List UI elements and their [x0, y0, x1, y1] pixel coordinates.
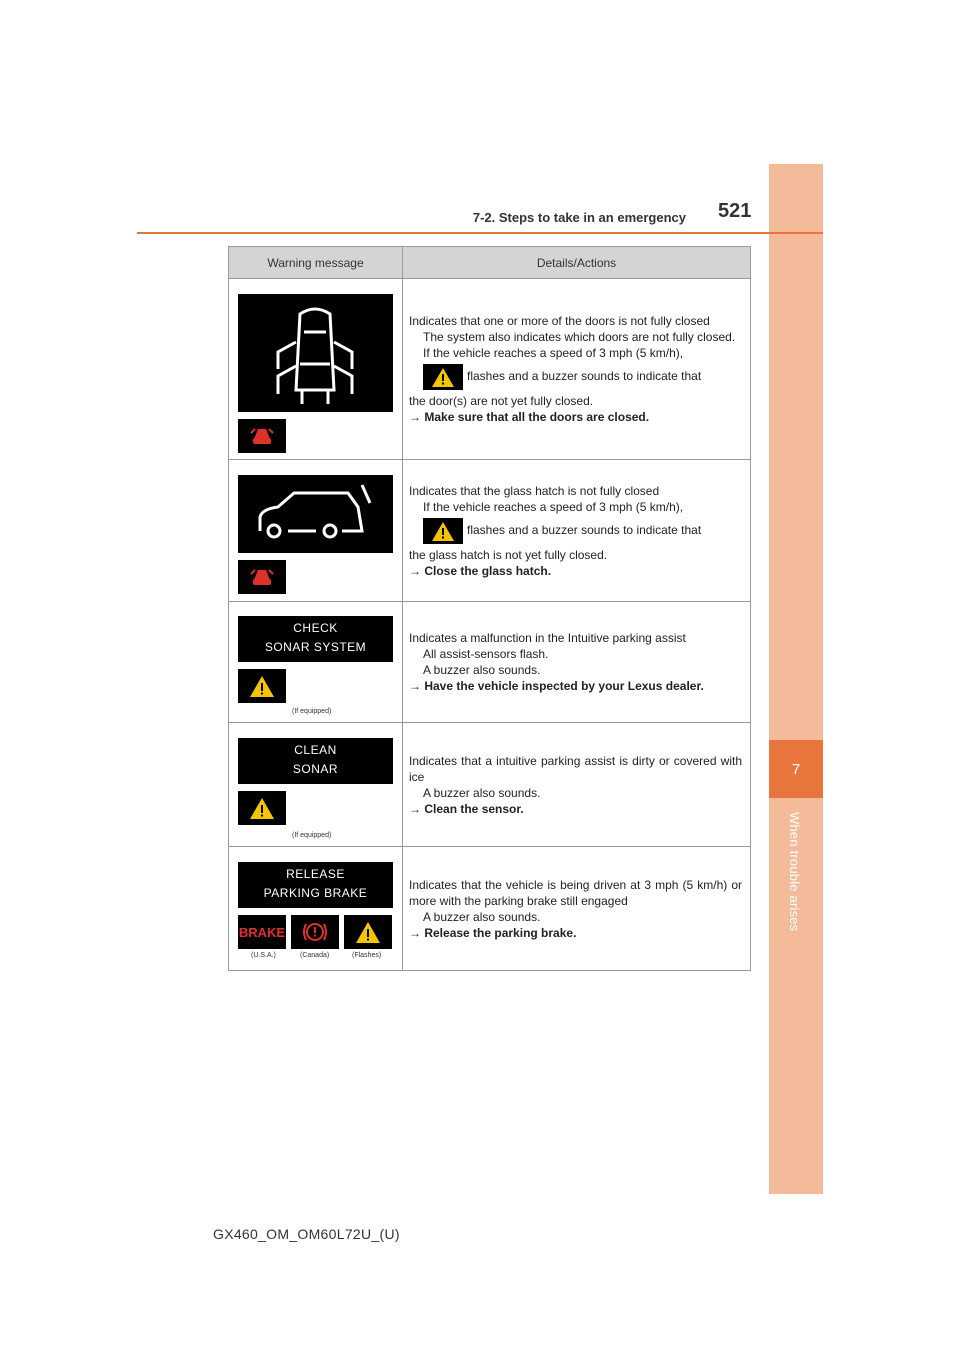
table-row: [229, 279, 751, 460]
flashes-note: (Flashes): [352, 952, 382, 959]
message-image-cell: [229, 847, 403, 971]
action-line: → Clean the sensor.: [409, 801, 524, 816]
detail-line: A buzzer also sounds.: [423, 785, 541, 800]
detail-line: Indicates that one or more of the doors is not fully closed: [409, 314, 710, 328]
master-warning-icon: [238, 669, 286, 703]
if-equipped-note: (If equipped): [292, 832, 332, 839]
message-image-cell: [229, 279, 403, 460]
if-equipped-note: (If equipped): [292, 708, 332, 715]
table-header-row: [229, 247, 751, 279]
action-line: → Make sure that all the doors are closed.: [409, 410, 650, 424]
table-row: [229, 602, 751, 723]
document-code: GX460_OM_OM60L72U_(U): [213, 1226, 400, 1242]
detail-line: the glass hatch is not yet fully closed.: [409, 547, 608, 562]
open-hatch-display-icon: [238, 475, 393, 553]
detail-line: A buzzer also sounds.: [423, 909, 541, 924]
action-line: → Close the glass hatch.: [409, 563, 552, 578]
detail-line: the door(s) are not yet fully closed.: [409, 394, 594, 408]
detail-line: Indicates a malfunction in the Intuitive parking assist: [409, 631, 686, 645]
warning-message-table: [228, 246, 751, 971]
door-indicator-icon: [238, 419, 286, 453]
brake-canada-icon: [291, 915, 339, 949]
clean-sonar-display: CLEAN SONAR: [238, 738, 393, 784]
detail-line: All assist-sensors flash.: [423, 647, 549, 661]
section-title: 7-2. Steps to take in an emergency: [472, 210, 686, 225]
detail-line: The system also indicates which doors are not fully closed.: [423, 330, 736, 344]
chapter-side-tab: [769, 164, 823, 1194]
message-image-cell: [229, 723, 403, 847]
message-image-cell: [229, 602, 403, 723]
release-parking-brake-display: RELEASE PARKING BRAKE: [238, 862, 393, 908]
message-details-cell: [403, 847, 751, 971]
detail-line: Indicates that the glass hatch is not fully closed: [409, 483, 660, 498]
page-number: 521: [718, 200, 752, 222]
master-warning-icon: [238, 791, 286, 825]
action-line: → Release the parking brake.: [409, 925, 577, 940]
brake-usa-icon: BRAKE: [238, 915, 286, 949]
master-warning-icon: [423, 518, 463, 544]
action-line: → Have the vehicle inspected by your Lexus dealer.: [409, 679, 704, 693]
table-row: [229, 723, 751, 847]
message-details-cell: [403, 279, 751, 460]
table-row: [229, 847, 751, 971]
column-header-message: Warning message: [229, 247, 403, 279]
column-header-details: Details/Actions: [403, 247, 751, 279]
detail-line: If the vehicle reaches a speed of 3 mph (5 km/h),: [423, 499, 684, 514]
message-image-cell: [229, 460, 403, 602]
open-door-display-icon: [238, 294, 393, 412]
detail-line: flashes and a buzzer sounds to indicate that: [467, 369, 702, 384]
detail-line: Indicates that a intuitive parking assist is dirty or covered with ice: [409, 753, 742, 784]
message-details-cell: [403, 602, 751, 723]
master-warning-icon: [344, 915, 392, 949]
chapter-number: 7: [769, 740, 823, 798]
usa-note: (U.S.A.): [251, 952, 276, 959]
check-sonar-display: CHECK SONAR SYSTEM: [238, 616, 393, 662]
master-warning-icon: [423, 364, 463, 390]
message-details-cell: [403, 723, 751, 847]
detail-line: A buzzer also sounds.: [423, 663, 541, 677]
header-rule: [137, 232, 823, 234]
detail-line: Indicates that the vehicle is being driven at 3 mph (5 km/h) or more with the parking brake still engaged: [409, 877, 742, 908]
message-details-cell: [403, 460, 751, 602]
table-row: [229, 460, 751, 602]
hatch-indicator-icon: [238, 560, 286, 594]
chapter-label: When trouble arises: [787, 812, 802, 932]
detail-line: If the vehicle reaches a speed of 3 mph (5 km/h),: [423, 346, 684, 360]
canada-note: (Canada): [300, 952, 330, 959]
detail-line: flashes and a buzzer sounds to indicate that: [467, 522, 702, 537]
